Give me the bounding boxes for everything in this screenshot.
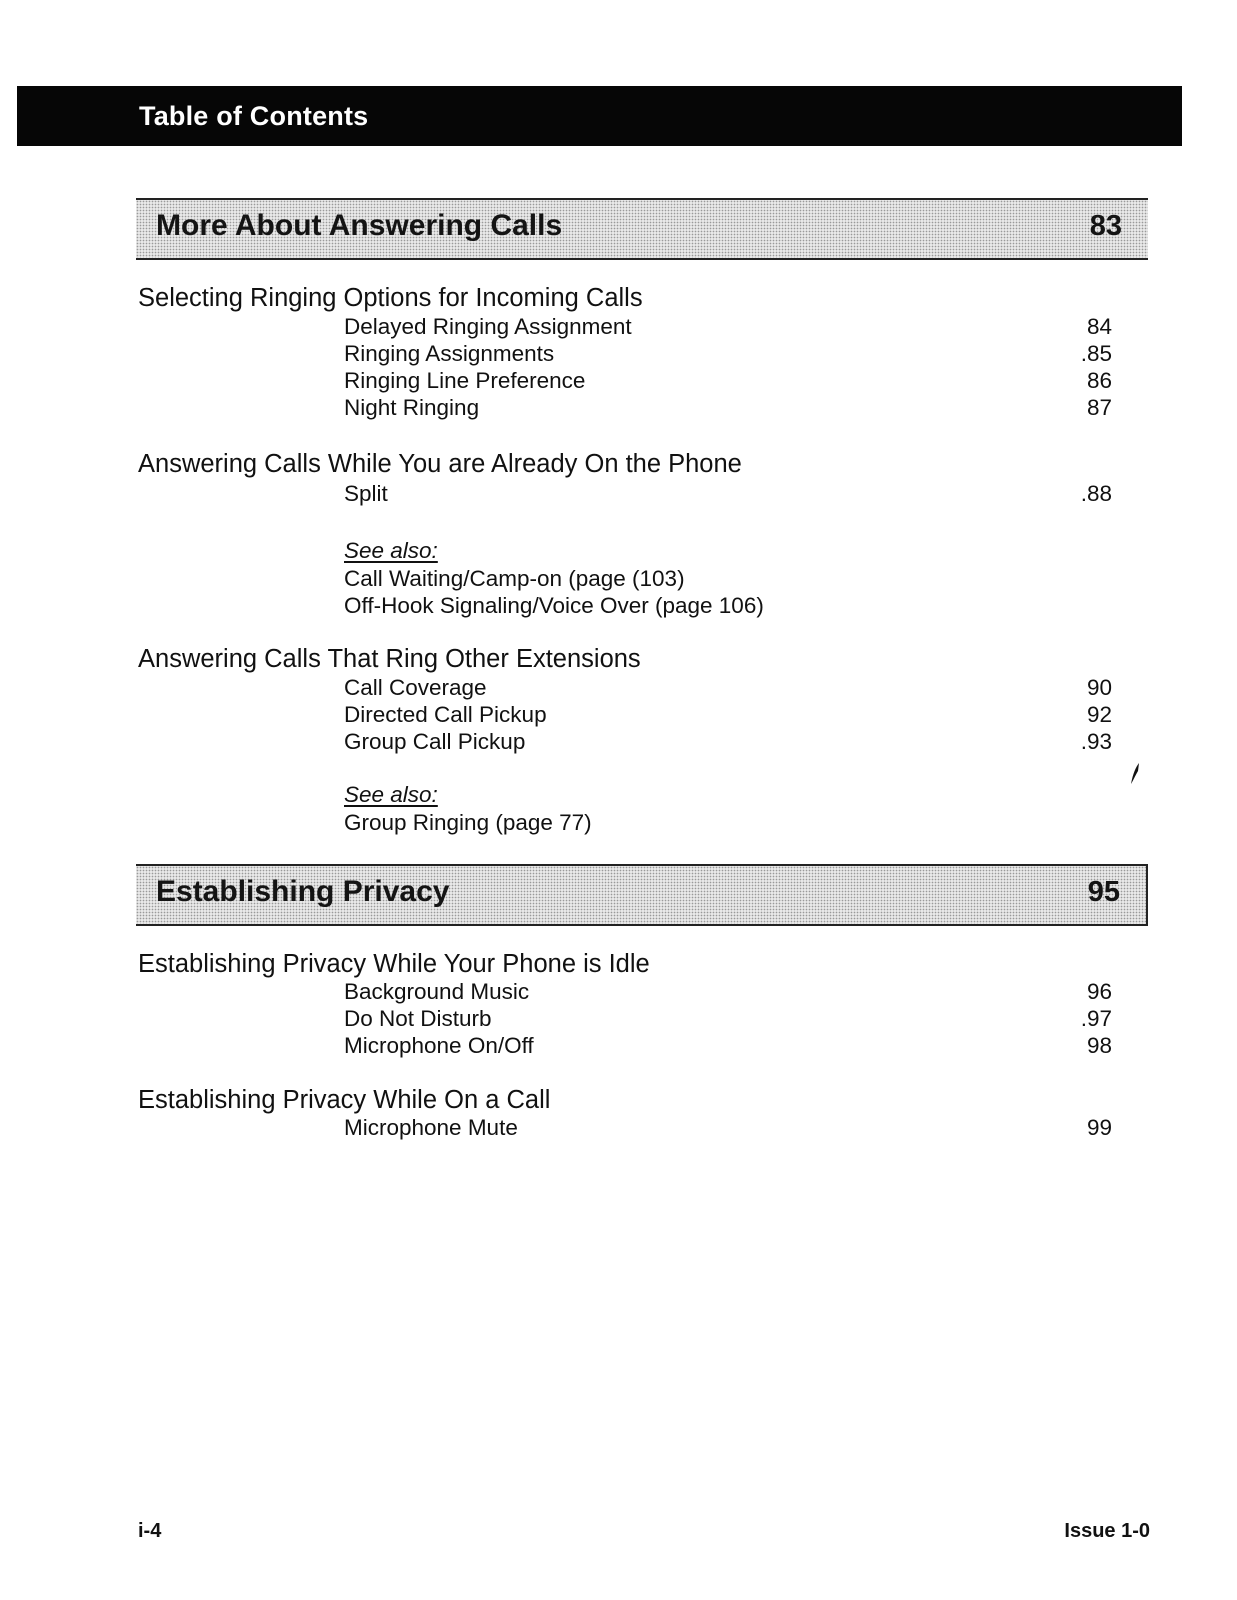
see-also-label: See also: [344,538,438,563]
toc-entry-page: .85 [1080,341,1112,366]
see-also-label: See also: [344,782,438,807]
group-heading: Answering Calls While You are Already On the Phone [138,450,742,478]
toc-entry-page: 86 [1086,368,1112,393]
toc-entry[interactable] [344,481,1112,508]
group-heading: Selecting Ringing Options for Incoming Calls [138,284,643,312]
group-heading: Establishing Privacy While Your Phone is Idle [138,950,650,978]
toc-entry-label: Ringing Line Preference [344,368,586,393]
toc-entry-page: 87 [1086,395,1112,420]
toc-entry[interactable] [344,314,1112,341]
toc-entry-label: Call Coverage [344,675,487,700]
section-band-answering [136,198,1148,260]
toc-entry-page: 98 [1086,1033,1112,1058]
toc-entry-page: 96 [1086,979,1112,1004]
toc-entry[interactable] [344,1115,1112,1142]
toc-entry[interactable] [344,368,1112,395]
toc-entry-label: Delayed Ringing Assignment [344,314,632,339]
header-bar [17,86,1182,146]
section-band-privacy [136,864,1148,926]
toc-entry-page: 92 [1086,702,1112,727]
toc-entry-label: Group Call Pickup [344,729,526,754]
toc-entry[interactable] [344,729,1112,756]
toc-entry[interactable] [344,395,1112,422]
toc-entry-label: Microphone Mute [344,1115,518,1140]
toc-entry[interactable] [344,675,1112,702]
section-page-number: 83 [1089,210,1122,242]
group-heading: Establishing Privacy While On a Call [138,1086,551,1114]
toc-entry-label: Do Not Disturb [344,1006,492,1031]
toc-entry-page: 90 [1086,675,1112,700]
dot-leader [485,413,1080,416]
toc-entry-label: Background Music [344,979,530,1004]
dot-leader [531,747,1078,750]
dot-leader [591,386,1080,389]
toc-entry-page: 84 [1086,314,1112,339]
toc-entry-label: Ringing Assignments [344,341,555,366]
dot-leader [540,1051,1080,1054]
footer-page-number: i-4 [138,1520,162,1542]
toc-entry-label: Night Ringing [344,395,480,420]
toc-entry-page: 99 [1086,1115,1112,1140]
toc-entry-page: .97 [1080,1006,1112,1031]
dot-leader [498,1024,1079,1027]
cross-reference-link[interactable]: Group Ringing (page 77) [344,810,592,835]
toc-entry-label: Split [344,481,388,506]
section-title: Establishing Privacy [156,875,450,908]
group-heading: Answering Calls That Ring Other Extensions [138,645,641,673]
toc-entry[interactable] [344,341,1112,368]
dot-leader [553,720,1080,723]
toc-entry-page: .93 [1080,729,1112,754]
toc-entry-page: .88 [1080,481,1112,506]
cross-reference-link[interactable]: Off-Hook Signaling/Voice Over (page 106) [344,593,764,618]
toc-entry[interactable] [344,1006,1112,1033]
toc-entry-label: Directed Call Pickup [344,702,547,727]
cross-reference-link[interactable]: Call Waiting/Camp-on (page (103) [344,566,685,591]
ink-mark [1130,762,1140,788]
dot-leader [535,997,1080,1000]
toc-entry[interactable] [344,979,1112,1006]
page-title: Table of Contents [139,101,369,131]
section-page-number: 95 [1087,876,1120,908]
section-title: More About Answering Calls [156,209,563,242]
footer-issue: Issue 1-0 [1064,1520,1150,1542]
toc-entry[interactable] [344,1033,1112,1060]
dot-leader [524,1133,1080,1136]
toc-entry-label: Microphone On/Off [344,1033,534,1058]
dot-leader [394,499,1079,502]
toc-entry[interactable] [344,702,1112,729]
dot-leader [560,359,1079,362]
dot-leader [493,693,1080,696]
dot-leader [638,332,1080,335]
